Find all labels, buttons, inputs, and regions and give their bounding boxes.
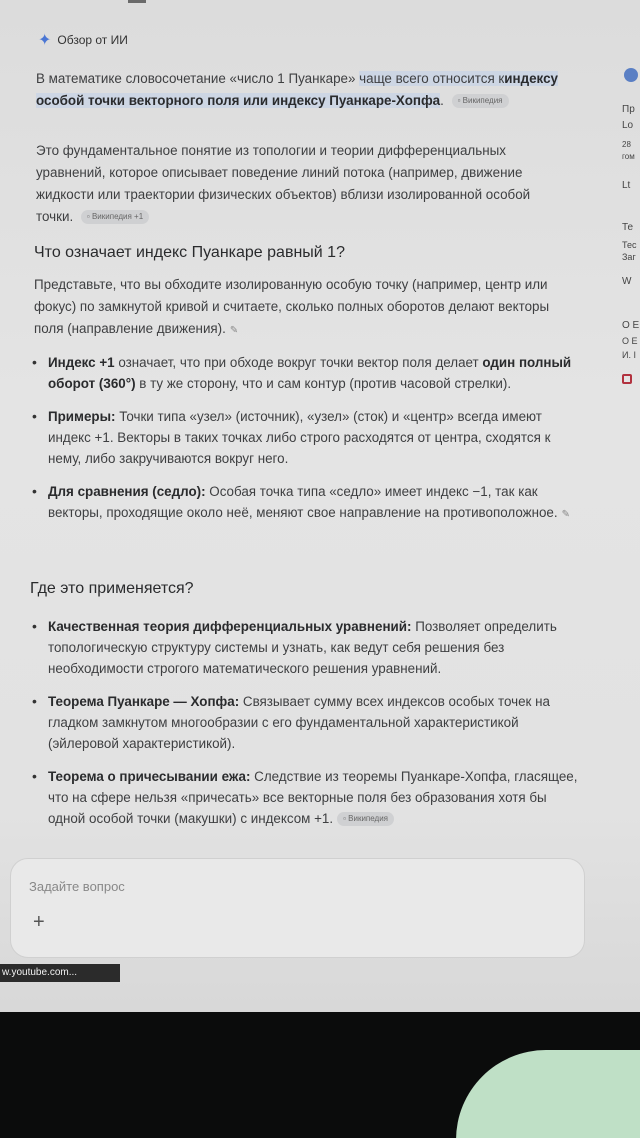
- item-bold: Индекс +1: [48, 355, 115, 370]
- section-title-1: Что означает индекс Пуанкаре равный 1?: [34, 244, 345, 261]
- list-item: [30, 481, 578, 525]
- background-light: [456, 1050, 640, 1138]
- side-text: И. І: [622, 350, 636, 360]
- list-item: [30, 406, 578, 469]
- edit-icon[interactable]: ✎: [561, 509, 570, 520]
- item-text: означает, что при обходе вокруг точки вектор поля делает: [114, 355, 483, 370]
- side-text[interactable]: О Е: [622, 320, 640, 331]
- chip-label: Википедия: [348, 814, 389, 824]
- item-text: Связывает сумму всех индексов особых точек на гладком замкнутом многообразии с его фундаментальной характеристикой (эйлеровой характеристикой).: [48, 694, 550, 751]
- edit-icon[interactable]: ✎: [229, 325, 239, 336]
- section1-paragraph: [34, 274, 574, 342]
- side-text[interactable]: Пр: [622, 104, 635, 115]
- sparkle-icon: ✦: [38, 32, 52, 49]
- app-icon[interactable]: [622, 374, 632, 384]
- ask-question-box[interactable]: [10, 858, 585, 958]
- add-plus-button[interactable]: +: [33, 911, 45, 933]
- item-bold-2: один полный оборот (360°): [48, 355, 572, 391]
- period: .: [440, 93, 444, 108]
- section-title-2: Где это применяется?: [30, 580, 194, 597]
- link-icon: ▫: [457, 96, 463, 106]
- list-item: [30, 616, 578, 679]
- status-bar-url: w.youtube.com...: [0, 964, 120, 982]
- side-text: 28: [622, 140, 631, 149]
- side-text: О Е: [622, 336, 638, 346]
- ai-overview-header: [38, 30, 128, 50]
- item-text-2: в ту же сторону, что и сам контур (против часовой стрелки).: [135, 376, 512, 391]
- ask-input-placeholder[interactable]: Задайте вопрос: [29, 879, 125, 894]
- item-bold: Теорема Пуанкаре — Хопфа:: [48, 694, 240, 709]
- section2-list: [30, 616, 578, 841]
- item-bold: Качественная теория дифференциальных уравнений:: [48, 619, 412, 634]
- item-bold: Теорема о причесывании ежа:: [48, 769, 251, 784]
- side-text[interactable]: W: [622, 276, 632, 287]
- item-text: Точки типа «узел» (источник), «узел» (сток) и «центр» всегда имеют индекс +1. Векторы в таких точках либо строго расходятся от центра, сходятся к нему, либо закручиваются вокруг него.: [48, 409, 551, 466]
- link-icon: ▫: [86, 212, 92, 222]
- ai-overview-title: Обзор от ИИ: [57, 33, 128, 47]
- scroll-indicator: [128, 0, 146, 3]
- chip-label: Википедия: [462, 96, 503, 106]
- source-chip[interactable]: [337, 812, 394, 826]
- item-bold: Примеры:: [48, 409, 116, 424]
- side-text[interactable]: Lt: [622, 180, 631, 191]
- item-text: Особая точка типа «седло» имеет индекс −1, так как векторы, проходящие около неё, меняют свое направление на противоположное.: [48, 484, 558, 520]
- side-text[interactable]: Lo: [622, 120, 634, 131]
- side-text: гом: [622, 152, 635, 161]
- highlight-text: чаще всего относится к: [359, 71, 505, 86]
- link-icon: ▫: [343, 814, 349, 824]
- list-item: [30, 766, 578, 829]
- highlight-bold-text: индексу особой точки векторного поля или индексу Пуанкаре-Хопфа: [36, 71, 558, 108]
- source-chip[interactable]: [81, 210, 149, 224]
- item-text: Позволяет определить топологическую структуру системы и узнать, как ведут себя решения без необходимости строгого математического решения уравнений.: [48, 619, 557, 676]
- source-chip[interactable]: [452, 94, 509, 108]
- side-text: Тес: [622, 240, 637, 250]
- section1-text: Представьте, что вы обходите изолированную особую точку (например, центр или фокус) по замкнутой кривой и считаете, сколько полных оборотов делают векторы поля (направление движения).: [34, 277, 550, 336]
- item-text: Следствие из теоремы Пуанкаре-Хопфа, гласящее, что на сфере нельзя «причесать» все векторные поля без образования хотя бы одной особой точки (макушки) с индексом +1.: [48, 769, 578, 826]
- list-item: [30, 352, 578, 394]
- list-item: [30, 691, 578, 754]
- globe-icon[interactable]: [624, 68, 638, 82]
- side-text[interactable]: Те: [622, 222, 634, 233]
- intro-text: В математике словосочетание «число 1 Пуанкаре»: [36, 71, 360, 86]
- right-sidebar: [608, 0, 640, 1012]
- intro-paragraph-1: [36, 68, 566, 112]
- section1-list: [30, 352, 578, 537]
- item-bold: Для сравнения (седло):: [48, 484, 206, 499]
- chip-label: Википедия +1: [91, 212, 144, 222]
- intro-text-2: Это фундаментальное понятие из топологии и теории дифференциальных уравнений, которое описывает поведение линий потока (например, движение жидкости или траектории физических объектов) вблизи изолированной особой точки.: [36, 143, 531, 224]
- side-text: Заг: [622, 252, 636, 262]
- intro-paragraph-2: [36, 140, 561, 228]
